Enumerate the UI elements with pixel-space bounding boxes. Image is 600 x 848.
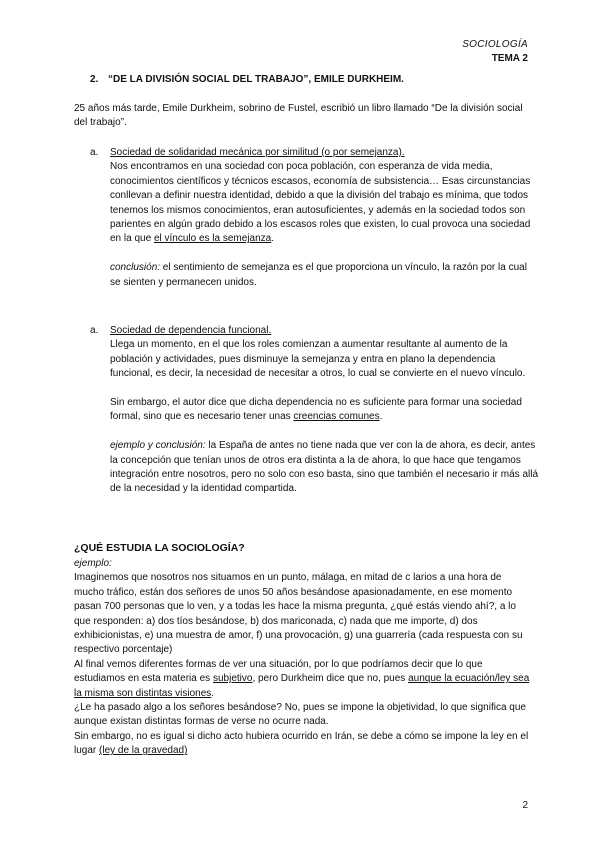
question-heading: ¿QUÉ ESTUDIA LA SOCIOLOGÍA? (74, 542, 245, 554)
underlined-text: creencias comunes (293, 411, 380, 423)
section-number: 2. (90, 74, 99, 85)
underlined-text: subjetivo (212, 673, 253, 685)
question-paragraph: ¿Le ha pasado algo a los señores besándose? No, pues se impone la objetividad, lo que significa que aunque existan distintas formas de verse no ocurre nada. (74, 702, 526, 728)
example-text: la España de antes no tiene nada que ver con la de ahora, es decir, antes la concepción que tenían unos de otros era distinta a la de ahora, lo que hace que tengamos integración entre nosotros, pero no solo con eso basta, sino que también el necesario ir más allá de la necesidad y la identidad compartida. (110, 440, 539, 495)
item-body (110, 146, 540, 290)
item-mechanical-solidarity (90, 146, 540, 290)
paragraph-end: . (271, 233, 275, 245)
paragraph-text: Al final vemos diferentes formas de ver una situación, por lo que podríamos decir que lo que estudiamos en esta materia es (74, 658, 483, 685)
question-body (74, 557, 534, 759)
conclusion-text: el sentimiento de semejanza es el que proporciona un vínculo, la razón por la cual se sienten y permanecen unidos. (110, 262, 527, 288)
header-subject: SOCIOLOGÍA (462, 39, 528, 50)
item-heading: Sociedad de dependencia funcional. (110, 325, 272, 336)
item-paragraph: Llega un momento, en el que los roles comienzan a aumentar resultante al aumento de la población y actividades, pues disminuye la semejanza y entra en plano la dependencia funcional, es decir, la necesidad de necesitar a otros, lo cual se convierte en el nuevo vínculo. (110, 339, 526, 380)
intro-paragraph: 25 años más tarde, Emile Durkheim, sobrino de Fustel, escribió un libro llamado “De la división social del trabajo”. (74, 103, 523, 129)
example-label: ejemplo y conclusión: (110, 440, 206, 452)
conclusion-label: conclusión: (110, 262, 161, 274)
paragraph-end: . (211, 687, 215, 699)
conclusion-paragraph (110, 261, 540, 290)
paragraph-text: Sin embargo, el autor dice que dicha dependencia no es suficiente para formar una sociedad formal, sino que es necesario tener unas (110, 397, 522, 423)
section-title (90, 74, 404, 85)
item-body (110, 324, 540, 497)
underlined-text: aunque la ecuación/ley sea la misma son distintas visiones (74, 673, 530, 699)
running-header (462, 38, 528, 66)
item-functional-dependence (90, 324, 540, 497)
header-tema: TEMA 2 (491, 53, 528, 64)
question-paragraph (74, 658, 534, 701)
paragraph-text: Nos encontramos en una sociedad con poca población, con esperanza de vida media, conocimientos científicos y técnicos escasos, economía de subsistencia… Esas circunstancias conllevan a definir nuestra identidad, debido a que la división del trabajo es mínima, que todos tenemos los mismos conocimientos, eran autosuficientes, y además en la sociedad todos son parientes en algún grado debido a los escasos roles que existen, lo cual provoca una sociedad en la que (110, 161, 531, 245)
item-heading: Sociedad de solidaridad mecánica por similitud (o por semejanza). (110, 147, 405, 158)
paragraph-text: , pero Durkheim dice que no, pues (252, 673, 409, 685)
underlined-text: el vínculo es la semejanza (153, 233, 272, 245)
paragraph-text: Sin embargo, no es igual si dicho acto hubiera ocurrido en Irán, se debe a cómo se impone la ley en el lugar (74, 730, 529, 757)
question-paragraph: Imaginemos que nosotros nos situamos en un punto, málaga, en mitad de c larios a una hora de mucho tráfico, están dos señores de unos 50 años besándose apasionadamente, en ese momento pasan 700 personas que lo ven, y a todas les hace la misma pregunta, ¿qué estás viendo ahí?, a lo que responden: a) dos tíos besándose, b) dos mariconada, c) nada que me importe, d) dos exhibicionistas, e) una muestra de amor, f) una provocación, g) una guarrería (cada respuesta con su respectivo porcentaje) (74, 572, 523, 656)
underlined-text: (ley de la gravedad) (99, 745, 188, 757)
question-paragraph (74, 730, 534, 759)
example-label: ejemplo: (74, 558, 112, 569)
item-paragraph (110, 396, 540, 425)
section-title-text: “DE LA DIVISIÓN SOCIAL DEL TRABAJO”, EMILE DURKHEIM. (108, 74, 404, 85)
example-paragraph (110, 439, 540, 497)
item-marker: a. (90, 325, 99, 336)
item-marker: a. (90, 147, 99, 158)
page-number: 2 (522, 800, 528, 811)
paragraph-end: . (379, 411, 383, 423)
item-paragraph (110, 160, 540, 246)
